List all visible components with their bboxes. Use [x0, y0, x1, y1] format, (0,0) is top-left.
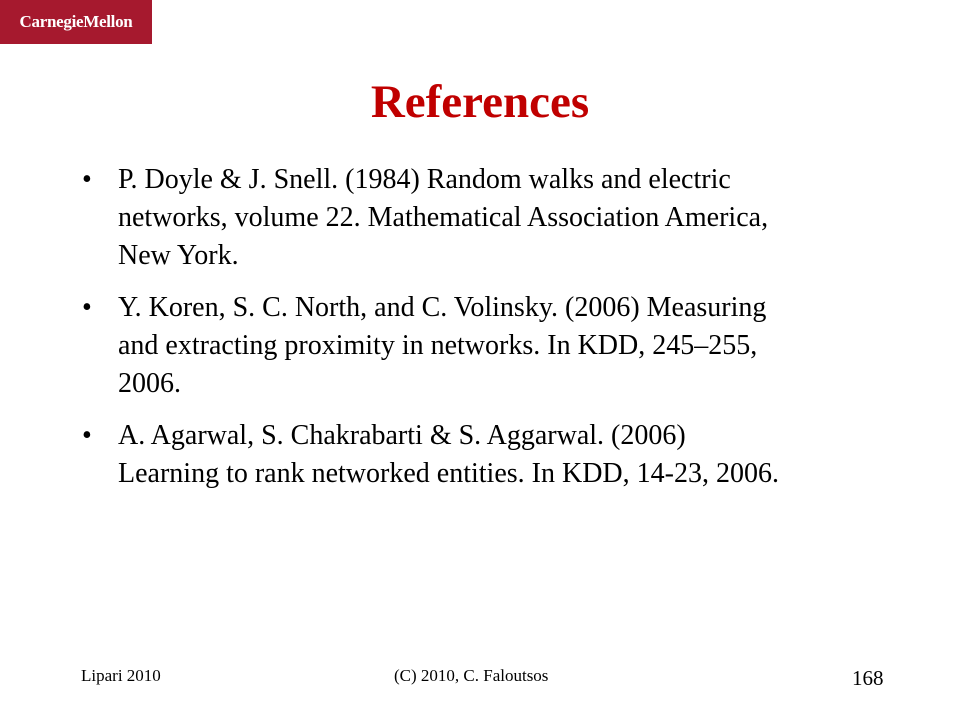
- footer-copyright: (C) 2010, C. Faloutsos: [394, 666, 549, 685]
- carnegie-mellon-logo: CarnegieMellon: [0, 0, 152, 44]
- footer-location: Lipari 2010: [81, 666, 161, 685]
- reference-item: [82, 417, 882, 493]
- reference-line: P. Doyle & J. Snell. (1984) Random walks and electric: [118, 164, 731, 195]
- reference-line: Learning to rank networked entities. In KDD, 14-23, 2006.: [118, 458, 779, 489]
- reference-line: and extracting proximity in networks. In KDD, 245–255,: [118, 330, 758, 361]
- bullet-icon: •: [82, 420, 92, 451]
- reference-line: 2006.: [118, 368, 181, 399]
- bullet-icon: •: [82, 292, 92, 323]
- reference-item: [82, 161, 882, 275]
- reference-item: [82, 289, 882, 403]
- references-list: [82, 161, 882, 507]
- page-number: 168: [852, 666, 884, 690]
- reference-line: Y. Koren, S. C. North, and C. Volinsky. (2006) Measuring: [118, 292, 767, 323]
- slide-title: References: [370, 76, 590, 128]
- reference-line: A. Agarwal, S. Chakrabarti & S. Aggarwal. (2006): [118, 420, 686, 451]
- bullet-icon: •: [82, 164, 92, 195]
- reference-line: networks, volume 22. Mathematical Association America,: [118, 202, 769, 233]
- reference-line: New York.: [118, 240, 239, 271]
